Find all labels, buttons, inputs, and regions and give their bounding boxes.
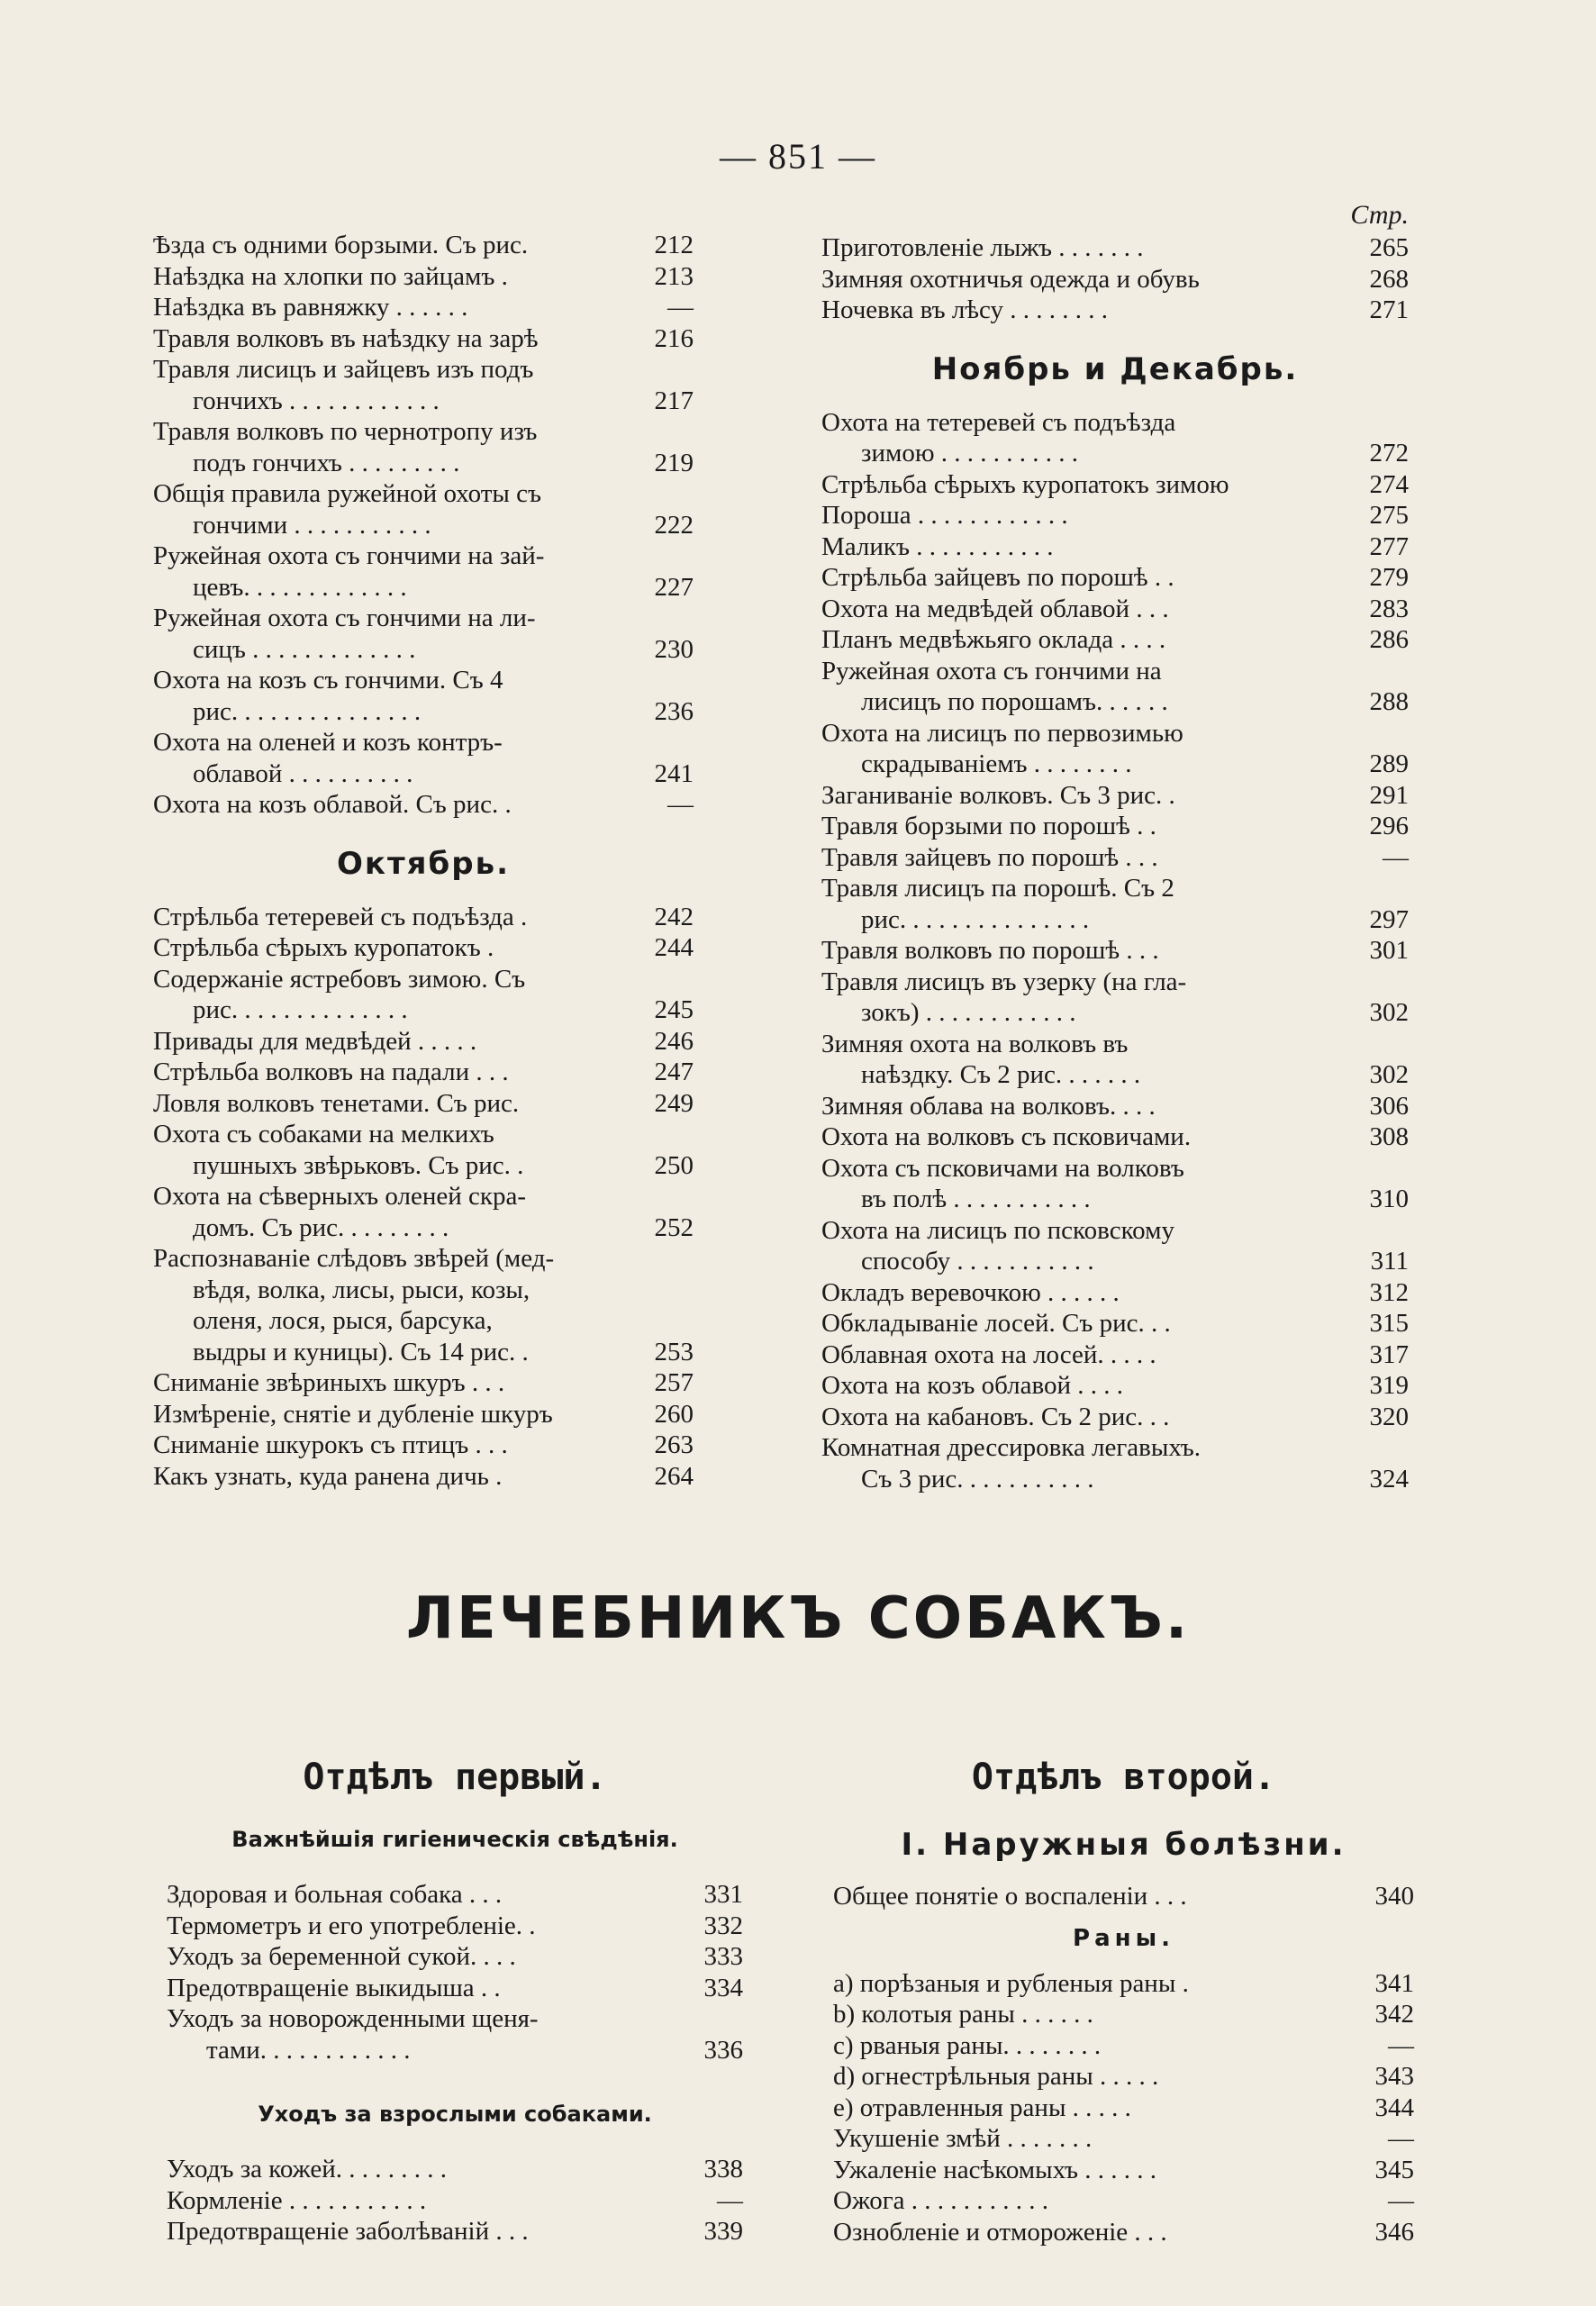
toc-entry xyxy=(153,416,694,478)
toc-entry xyxy=(153,789,694,821)
toc-entry xyxy=(167,1911,743,1942)
toc-entry-title: Маликъ . . . . . . . . . . . xyxy=(821,531,1054,561)
toc-entry-page: 302 xyxy=(1369,998,1409,1027)
toc-entry xyxy=(167,2185,743,2217)
toc-entry-title: Травля волковъ по чернотропу изъ подъ гончихъ . . . . . . . . . xyxy=(153,417,538,477)
toc-entry-title: Предотвращеніе заболѣваній . . . xyxy=(167,2217,529,2246)
toc-entry xyxy=(821,656,1409,718)
toc-entry-title: c) рваныя раны. . . . . . . . xyxy=(833,2030,1102,2060)
toc-entry-page: 247 xyxy=(654,1058,694,1086)
toc-entry xyxy=(821,967,1409,1029)
toc-entry-page: 246 xyxy=(654,1026,694,1056)
wounds-subtitle: Раны. xyxy=(1073,1924,1174,1952)
toc-entry xyxy=(153,727,694,789)
toc-entry xyxy=(153,1026,694,1058)
main-title: ЛЕЧЕБНИКЪ СОБАКЪ. xyxy=(405,1585,1191,1652)
toc-entry-page: — xyxy=(1388,2124,1414,2153)
toc-entry-page: 308 xyxy=(1369,1122,1409,1151)
toc-entry-title: Обкладываніе лосей. Съ рис. . . xyxy=(821,1309,1171,1338)
part-one-subtitle: Важнѣйшія гигіеническія свѣдѣнія. xyxy=(231,1827,678,1852)
toc-column-top-left xyxy=(153,230,694,1492)
toc-entry-page: 344 xyxy=(1374,2093,1414,2122)
toc-entry xyxy=(153,902,694,933)
toc-entry xyxy=(167,1879,743,1911)
toc-entry xyxy=(153,1057,694,1088)
toc-entry-title: Стрѣльба сѣрыхъ куропатокъ зимою xyxy=(821,469,1229,499)
toc-entry-title: Уходъ за кожей. . . . . . . . . xyxy=(167,2155,447,2183)
toc-entry xyxy=(167,2216,743,2247)
toc-entry-title: Зимняя охота на волковъ въ наѣздку. Съ 2 рис. . . . . . . xyxy=(821,1029,1141,1089)
toc-entry xyxy=(821,531,1409,563)
toc-entry-page: 250 xyxy=(654,1150,694,1180)
toc-entry-page: — xyxy=(1388,2186,1414,2215)
toc-entry xyxy=(167,1973,743,2004)
toc-entry xyxy=(821,407,1409,469)
toc-entry-page: 249 xyxy=(654,1088,694,1118)
toc-entry-page: 320 xyxy=(1369,1402,1409,1431)
toc-entry-title: Ловля волковъ тенетами. Съ рис. xyxy=(153,1088,520,1118)
toc-entry-title: Наѣздка въ равняжку . . . . . . xyxy=(153,293,468,322)
toc-entry-title: Предотвращеніе выкидыша . . xyxy=(167,1973,501,2002)
toc-entry xyxy=(821,935,1409,967)
toc-entry-page: 297 xyxy=(1369,904,1409,934)
toc-entry-title: Стрѣльба волковъ на падали . . . xyxy=(153,1058,509,1086)
toc-entry-page: 257 xyxy=(654,1368,694,1397)
toc-entry-page: 275 xyxy=(1369,501,1409,530)
toc-entry-title: Окладъ веревочкою . . . . . . xyxy=(821,1277,1120,1307)
part-one-title: Отдѣлъ первый. xyxy=(303,1757,607,1798)
toc-entry-page: 319 xyxy=(1369,1371,1409,1400)
toc-column-bottom-left xyxy=(167,1757,743,2247)
toc-entry xyxy=(821,264,1409,295)
toc-entry xyxy=(821,1215,1409,1277)
toc-entry xyxy=(167,2154,743,2185)
toc-entry xyxy=(167,1941,743,1973)
toc-entry-title: Общія правила ружейной охоты съ гончими . . . . . . . . . . . xyxy=(153,479,542,540)
toc-entry-page: 333 xyxy=(703,1942,743,1971)
toc-entry-page: 336 xyxy=(703,2035,743,2065)
toc-entry-title: Общее понятіе о воспаленіи . . . xyxy=(833,1882,1187,1911)
adult-care-subtitle: Уходъ за взрослыми собаками. xyxy=(258,2102,652,2127)
toc-entry-title: Наѣздка на хлопки по зайцамъ . xyxy=(153,261,508,291)
toc-entry-page: 286 xyxy=(1369,625,1409,654)
toc-entry-title: Охота на лисицъ по первозимью скрадываніемъ . . . . . . . . xyxy=(821,718,1183,778)
toc-entry-title: Термометръ и его употребленіе. . xyxy=(167,1911,536,1940)
toc-entry xyxy=(833,2061,1414,2093)
toc-list xyxy=(153,230,694,821)
toc-entry xyxy=(153,1367,694,1399)
toc-entry-title: Ружейная охота съ гончими на ли- сицъ . . . . . . . . . . . . . xyxy=(153,604,536,664)
toc-entry xyxy=(153,1430,694,1461)
toc-entry-page: 302 xyxy=(1369,1060,1409,1089)
toc-entry xyxy=(821,1339,1409,1371)
toc-entry-page: 283 xyxy=(1369,594,1409,623)
toc-entry-page: 343 xyxy=(1374,2062,1414,2091)
toc-entry-title: Облавная охота на лосей. . . . . xyxy=(821,1339,1156,1369)
toc-entry-page: 288 xyxy=(1369,687,1409,716)
toc-entry xyxy=(153,540,694,603)
toc-entry-page: 271 xyxy=(1369,295,1409,324)
toc-entry-title: Ознобленіе и отмороженіе . . . xyxy=(833,2217,1167,2247)
toc-entry xyxy=(833,2155,1414,2186)
toc-entry-page: 291 xyxy=(1369,780,1409,810)
toc-entry-page: 310 xyxy=(1369,1185,1409,1213)
toc-entry-page: 241 xyxy=(654,758,694,788)
toc-list xyxy=(821,232,1409,326)
toc-entry-page: 260 xyxy=(654,1399,694,1429)
toc-entry-title: Комнатная дрессировка легавыхъ. Съ 3 рис. . . . . . . . . . . xyxy=(821,1433,1201,1493)
toc-entry-page: 272 xyxy=(1369,439,1409,468)
toc-entry xyxy=(153,478,694,540)
toc-entry-title: Травля лисицъ и зайцевъ изъ подъ гончихъ . . . . . . . . . . . . xyxy=(153,355,534,415)
toc-entry-title: Травля волковъ по порошѣ . . . xyxy=(821,936,1159,965)
toc-entry xyxy=(821,1370,1409,1402)
toc-list xyxy=(153,902,694,1493)
toc-entry xyxy=(153,323,694,355)
toc-entry xyxy=(833,1968,1414,2000)
toc-entry-page: 301 xyxy=(1369,936,1409,965)
toc-entry-page: 332 xyxy=(703,1911,743,1940)
toc-entry-page: 338 xyxy=(703,2155,743,2183)
toc-list xyxy=(821,407,1409,1495)
toc-entry xyxy=(833,2185,1414,2217)
toc-entry-title: Охота на сѣверныхъ оленей скра- домъ. Съ рис. . . . . . . . . xyxy=(153,1182,527,1242)
toc-entry-title: b) колотыя раны . . . . . . xyxy=(833,2000,1093,2029)
page-column-label: Стр. xyxy=(1350,200,1409,230)
toc-entry-title: Стрѣльба зайцевъ по порошѣ . . xyxy=(821,563,1174,592)
toc-entry-title: Измѣреніе, снятіе и дубленіе шкуръ xyxy=(153,1399,553,1429)
toc-entry-page: 242 xyxy=(654,902,694,931)
toc-entry xyxy=(833,1881,1414,1912)
toc-entry-title: Пороша . . . . . . . . . . . . xyxy=(821,501,1068,530)
toc-list xyxy=(833,1881,1414,1912)
toc-entry-title: Содержаніе ястребовъ зимою. Съ рис. . . . . . . . . . . . . . xyxy=(153,964,526,1024)
toc-entry-page: 317 xyxy=(1369,1339,1409,1369)
toc-entry-page: 216 xyxy=(654,323,694,353)
toc-entry-title: Ночевка въ лѣсу . . . . . . . . xyxy=(821,295,1109,324)
toc-entry-page: 342 xyxy=(1374,2000,1414,2029)
toc-entry xyxy=(821,295,1409,326)
toc-entry-title: a) порѣзаныя и рубленыя раны . xyxy=(833,1968,1189,1998)
toc-entry xyxy=(821,469,1409,501)
toc-entry-page: 331 xyxy=(703,1880,743,1909)
toc-entry-title: Охота на кабановъ. Съ 2 рис. . . xyxy=(821,1402,1170,1431)
toc-entry-title: Охота на волковъ съ псковичами. xyxy=(821,1122,1192,1151)
toc-entry-title: Стрѣльба тетеревей съ подъѣзда . xyxy=(153,902,528,931)
toc-entry-title: Сниманіе звѣриныхъ шкуръ . . . xyxy=(153,1368,505,1397)
toc-entry xyxy=(153,1088,694,1120)
toc-entry-page: — xyxy=(667,293,694,322)
toc-entry-title: Уходъ за новорожденными щеня- тами. . . . . . . . . . . . xyxy=(167,2004,539,2065)
toc-entry xyxy=(833,1999,1414,2030)
toc-list xyxy=(167,1879,743,2065)
toc-entry-title: Охота съ собаками на мелкихъ пушныхъ звѣрьковъ. Съ рис. . xyxy=(153,1120,524,1180)
toc-entry xyxy=(821,594,1409,625)
toc-entry xyxy=(821,1091,1409,1122)
toc-entry xyxy=(153,1181,694,1243)
toc-entry-title: Какъ узнать, куда ранена дичь . xyxy=(153,1461,503,1491)
toc-entry-page: 230 xyxy=(654,634,694,664)
toc-entry-title: Травля борзыми по порошѣ . . xyxy=(821,812,1156,840)
toc-entry-page: 340 xyxy=(1374,1882,1414,1911)
toc-entry xyxy=(153,292,694,323)
toc-entry-title: Охота съ псковичами на волковъ въ полѣ . . . . . . . . . . . xyxy=(821,1153,1184,1213)
toc-entry xyxy=(821,562,1409,594)
toc-entry-title: Охота на оленей и козъ контръ- облавой . . . . . . . . . . xyxy=(153,728,503,788)
toc-entry-page: 311 xyxy=(1370,1247,1409,1276)
toc-entry-page: 263 xyxy=(654,1430,694,1459)
toc-entry-title: Зимняя облава на волковъ. . . . xyxy=(821,1091,1156,1121)
toc-entry xyxy=(153,603,694,665)
toc-entry-title: Зимняя охотничья одежда и обувь xyxy=(821,264,1200,294)
toc-entry-page: 296 xyxy=(1369,812,1409,840)
toc-entry-page: 306 xyxy=(1369,1091,1409,1121)
toc-entry-title: Травля зайцевъ по порошѣ . . . xyxy=(821,842,1158,872)
toc-entry-page: 217 xyxy=(654,386,694,415)
toc-list xyxy=(167,2154,743,2247)
toc-entry-page: 212 xyxy=(654,231,694,259)
toc-entry-title: Заганиваніе волковъ. Съ 3 рис. . xyxy=(821,780,1175,810)
toc-entry-title: Распознаваніе слѣдовъ звѣрей (мед- вѣдя, волка, лисы, рыси, козы, оленя, лося, рыся, барсука, выдры и куницы). Съ 14 рис. . xyxy=(153,1244,555,1366)
toc-entry-title: Травля лисицъ въ узерку (на гла- зокъ) . . . . . . . . . . . . xyxy=(821,967,1187,1027)
toc-entry-title: Стрѣльба сѣрыхъ куропатокъ . xyxy=(153,933,494,962)
toc-entry-title: Планъ медвѣжьяго оклада . . . . xyxy=(821,625,1166,654)
toc-entry-title: Охота на козъ облавой . . . . xyxy=(821,1371,1123,1400)
toc-entry xyxy=(821,1402,1409,1433)
toc-entry-page: 277 xyxy=(1369,531,1409,561)
toc-entry xyxy=(821,842,1409,874)
toc-entry-title: Охота на медвѣдей облавой . . . xyxy=(821,594,1169,623)
toc-entry-title: Охота на лисицъ по псковскому способу . . . . . . . . . . . xyxy=(821,1215,1174,1276)
toc-entry xyxy=(833,2030,1414,2062)
page-number: — 851 — xyxy=(720,136,876,177)
toc-entry xyxy=(821,1432,1409,1494)
toc-entry xyxy=(153,261,694,293)
toc-entry-page: 346 xyxy=(1374,2217,1414,2247)
toc-entry xyxy=(153,1243,694,1367)
toc-entry xyxy=(153,1461,694,1493)
toc-entry-title: Травля лисицъ па порошѣ. Съ 2 рис. . . . . . . . . . . . . . . xyxy=(821,874,1174,934)
toc-entry-title: Приготовленіе лыжъ . . . . . . . xyxy=(821,233,1144,262)
toc-entry-title: Охота на тетеревей съ подъѣзда зимою . . . . . . . . . . . xyxy=(821,407,1176,468)
toc-entry-page: 236 xyxy=(654,696,694,726)
toc-entry xyxy=(153,932,694,964)
toc-entry-page: 219 xyxy=(654,448,694,477)
toc-entry-page: — xyxy=(1388,2030,1414,2060)
toc-entry-title: Ружейная охота съ гончими на зай- цевъ. . . . . . . . . . . . . xyxy=(153,541,545,602)
toc-entry xyxy=(821,1277,1409,1309)
toc-entry xyxy=(821,873,1409,935)
toc-entry-title: Охота на козъ съ гончими. Съ 4 рис. . . . . . . . . . . . . . . xyxy=(153,666,503,726)
toc-entry-page: 279 xyxy=(1369,563,1409,592)
toc-entry-title: Кормленіе . . . . . . . . . . . xyxy=(167,2185,427,2215)
toc-entry-page: 227 xyxy=(654,572,694,602)
toc-entry xyxy=(821,500,1409,531)
toc-entry-page: 345 xyxy=(1374,2155,1414,2184)
toc-entry-title: Ожога . . . . . . . . . . . xyxy=(833,2186,1049,2215)
toc-entry xyxy=(821,624,1409,656)
toc-entry xyxy=(821,718,1409,780)
toc-entry-page: 244 xyxy=(654,933,694,962)
toc-entry-title: Уходъ за беременной сукой. . . . xyxy=(167,1942,516,1971)
toc-entry-page: 312 xyxy=(1369,1277,1409,1307)
toc-entry xyxy=(153,665,694,727)
toc-entry-title: e) отравленныя раны . . . . . xyxy=(833,2093,1131,2122)
toc-entry-page: 289 xyxy=(1369,749,1409,778)
toc-entry-page: 339 xyxy=(703,2217,743,2246)
toc-entry-title: Ужаленіе насѣкомыхъ . . . . . . xyxy=(833,2155,1156,2184)
toc-entry-page: 252 xyxy=(654,1212,694,1242)
toc-entry-page: 334 xyxy=(703,1973,743,2002)
toc-entry xyxy=(821,780,1409,812)
toc-entry xyxy=(821,1308,1409,1339)
toc-entry xyxy=(153,1119,694,1181)
toc-entry-page: — xyxy=(667,790,694,819)
toc-entry xyxy=(833,2093,1414,2124)
toc-entry-title: Травля волковъ въ наѣздку на зарѣ xyxy=(153,323,539,353)
toc-entry xyxy=(167,2003,743,2065)
toc-entry-page: 265 xyxy=(1369,233,1409,262)
toc-entry-page: 253 xyxy=(654,1337,694,1366)
toc-entry xyxy=(153,230,694,261)
toc-entry xyxy=(833,2123,1414,2155)
toc-entry-page: 341 xyxy=(1374,1968,1414,1998)
toc-entry-page: 245 xyxy=(654,995,694,1024)
toc-entry-page: — xyxy=(717,2185,743,2215)
toc-entry-page: — xyxy=(1383,842,1409,872)
part-two-title: Отдѣлъ второй. xyxy=(971,1757,1276,1798)
toc-entry xyxy=(153,1399,694,1430)
toc-entry xyxy=(821,1121,1409,1153)
toc-entry-page: 264 xyxy=(654,1461,694,1491)
toc-list xyxy=(833,1968,1414,2248)
toc-entry-title: Сниманіе шкурокъ съ птицъ . . . xyxy=(153,1430,508,1459)
external-diseases-subtitle: I. Наружныя болѣзни. xyxy=(901,1827,1347,1863)
toc-entry-title: Ѣзда съ одними борзыми. Съ рис. xyxy=(153,231,529,259)
toc-entry-page: 222 xyxy=(654,510,694,540)
toc-entry-page: 315 xyxy=(1369,1309,1409,1338)
toc-entry-title: Здоровая и больная собака . . . xyxy=(167,1880,503,1909)
toc-entry-page: 268 xyxy=(1369,264,1409,294)
toc-entry-page: 274 xyxy=(1369,469,1409,499)
toc-column-top-right xyxy=(821,198,1409,1494)
toc-column-bottom-right xyxy=(833,1757,1414,2247)
toc-entry xyxy=(821,1029,1409,1091)
toc-entry-page: 324 xyxy=(1369,1464,1409,1493)
toc-entry xyxy=(153,964,694,1026)
section-title-october: Октябрь. xyxy=(336,845,510,882)
toc-entry-title: d) огнестрѣльныя раны . . . . . xyxy=(833,2062,1159,2091)
toc-entry-page: 213 xyxy=(654,261,694,291)
toc-entry xyxy=(821,232,1409,264)
toc-entry-title: Ружейная охота съ гончими на лисицъ по порошамъ. . . . . . xyxy=(821,656,1168,716)
toc-entry xyxy=(833,2217,1414,2248)
section-title-november-december: Ноябрь и Декабрь. xyxy=(931,350,1299,387)
toc-entry xyxy=(821,1153,1409,1215)
toc-entry-title: Охота на козъ облавой. Съ рис. . xyxy=(153,790,512,819)
toc-entry-title: Привады для медвѣдей . . . . . xyxy=(153,1026,477,1056)
toc-entry xyxy=(153,354,694,416)
toc-entry-title: Укушеніе змѣй . . . . . . . xyxy=(833,2124,1093,2153)
toc-entry xyxy=(821,811,1409,842)
